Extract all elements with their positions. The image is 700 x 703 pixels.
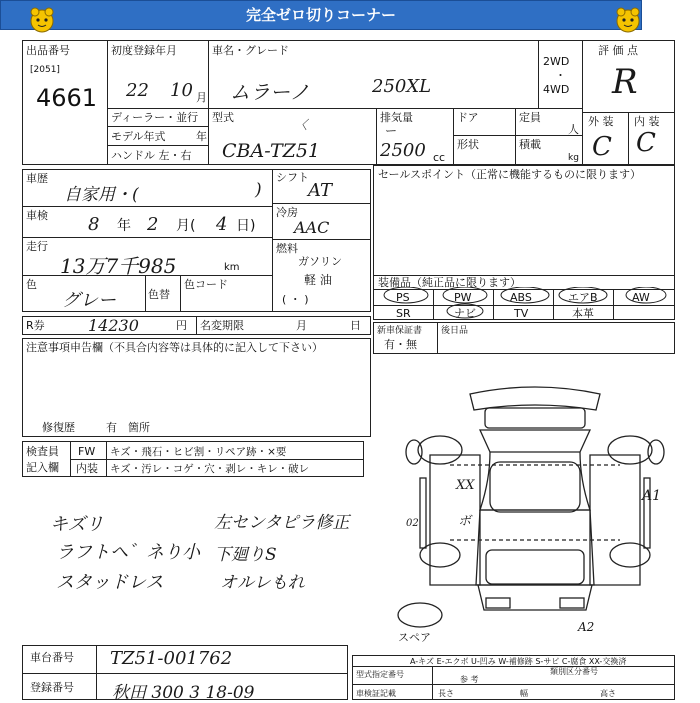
fuel-gasoline: ガソリン: [298, 255, 342, 268]
drive-2wd: 2WD: [543, 55, 570, 68]
registration-number-label: 登録番号: [30, 681, 74, 694]
registration-year: 22: [126, 80, 149, 101]
color-value: グレー: [62, 290, 116, 311]
int-grade-value: C: [636, 128, 656, 158]
drive-dot: ・: [555, 69, 566, 82]
mascot-left-icon: [28, 6, 56, 34]
registration-month: 10: [170, 80, 193, 101]
damage-mark-02: 02: [406, 518, 419, 529]
damage-mark-a1: A1: [642, 488, 662, 504]
repair-yes: 有: [106, 421, 117, 434]
vehicle-name: ムラーノ: [230, 80, 310, 104]
mileage-unit: km: [224, 262, 240, 273]
comment-right-2: 下廻りS: [214, 545, 277, 565]
mileage-value: 13万7千985: [60, 254, 177, 278]
chassis-label: 車台番号: [30, 651, 74, 664]
ext-grade-label: 外 装: [588, 115, 614, 128]
height-label: 高さ: [600, 689, 616, 698]
displacement-value: 2500: [380, 140, 426, 161]
format-ref: 参 考: [460, 675, 479, 684]
mileage-label: 走行: [26, 240, 48, 253]
registration-label: 初度登録年月: [111, 44, 177, 57]
recycle-value: 14230: [88, 316, 139, 335]
equip-pw: PW: [454, 291, 472, 304]
fw-label: FW: [78, 445, 96, 458]
name-change-day: 日: [350, 319, 361, 332]
recycle-label: R券: [26, 319, 45, 332]
equipment-label: 装備品（純正品に限ります）: [378, 276, 521, 289]
fuel-label: 燃料: [276, 242, 298, 255]
shape-label: 形状: [457, 138, 479, 151]
fw-text: キズ・飛石・ヒビ割・リペア跡・×要: [110, 446, 287, 458]
comment-left-2: ラフトヘ゛ネり小: [56, 542, 200, 563]
registration-month-unit: 月: [196, 91, 207, 104]
equip-tv: TV: [514, 307, 529, 320]
shift-value: AT: [308, 180, 333, 201]
chassis-value: TZ51-001762: [110, 648, 233, 669]
color-label: 色: [26, 278, 37, 291]
load-label: 積載: [519, 138, 541, 151]
legend-text: A-キズ E-エクボ U-凹み W-補修跡 S-サビ C-腐食 XX-交換済: [410, 657, 627, 666]
damage-mark-xx: XX: [456, 478, 475, 493]
warranty-value: 有・無: [384, 338, 417, 351]
registration-number-value: 秋田 300 3 18-09: [112, 683, 255, 703]
equip-sr: SR: [396, 307, 411, 320]
lot-number: 4661: [36, 84, 98, 112]
repair-label: 修復歴: [42, 421, 75, 434]
model-year-label: モデル年式: [111, 130, 166, 143]
vehicle-type-mark: 〈: [295, 118, 308, 132]
fuel-diesel: 軽 油: [304, 273, 332, 287]
warranty-label: 新車保証書: [377, 326, 423, 336]
drive-4wd: 4WD: [543, 83, 570, 96]
dealer-label: ディーラー・並行: [111, 111, 199, 124]
interior-label: 内装: [76, 462, 98, 475]
door-label: ドア: [457, 111, 479, 124]
inspection-year: 8: [88, 214, 100, 235]
comment-left-1: キズリ: [50, 514, 104, 535]
banner-title: 完全ゼロ切りコーナー: [0, 0, 642, 30]
lot-code: [2051]: [30, 65, 60, 75]
displacement-label: 排気量: [380, 111, 413, 124]
history-value: 自家用・(: [64, 185, 139, 205]
int-grade-label: 内 装: [634, 115, 660, 128]
load-unit: kg: [568, 153, 579, 163]
capacity-unit: 人: [568, 123, 579, 136]
inspection-day-unit: 日): [236, 218, 256, 234]
grade-label: 評 価 点: [598, 44, 638, 57]
aircon-label: 冷房: [276, 206, 298, 219]
model-year-unit: 年: [196, 130, 207, 143]
equip-abs: ABS: [510, 291, 532, 304]
comment-left-3: スタッドレス: [56, 572, 164, 593]
inspection-year-unit: 年: [117, 218, 131, 234]
vehicle-type: CBA-TZ51: [222, 140, 321, 162]
history-label: 車歴: [26, 172, 48, 185]
inspection-month-unit: 月(: [176, 218, 196, 234]
vehicle-grade: 250XL: [372, 76, 432, 97]
inspection-day: 4: [216, 214, 228, 235]
repair-place: 箇所: [128, 421, 150, 434]
color-swatch-label: 色替: [148, 288, 170, 301]
equip-ps: PS: [396, 291, 410, 304]
equip-aw: AW: [632, 291, 650, 304]
inspector-label-2: 記入欄: [26, 461, 59, 474]
inspection-month: 2: [147, 214, 159, 235]
width-label: 幅: [520, 689, 528, 698]
vehicle-name-label: 車名・グレード: [212, 44, 289, 57]
notes-label: 注意事項申告欄（不具合内容等は具体的に記入して下さい）: [26, 341, 323, 354]
spare-label: スペア: [398, 631, 431, 644]
equip-navi: ナビ: [454, 307, 476, 320]
inspector-label-1: 検査員: [26, 445, 59, 458]
car-damage-diagram: [390, 380, 680, 650]
top-block: [22, 40, 675, 165]
displacement-dash: ー: [384, 124, 397, 138]
mascot-right-icon: [614, 6, 642, 34]
length-label: 長さ: [438, 689, 454, 698]
name-change-month: 月: [296, 319, 307, 332]
equip-airbag: エアB: [568, 291, 598, 304]
damage-mark-bo: ボ: [458, 514, 472, 529]
name-change-label: 名変期限: [200, 319, 244, 332]
displacement-unit: cc: [433, 151, 446, 164]
cert-label: 車検証記載: [356, 689, 396, 698]
recycle-unit: 円: [176, 319, 187, 332]
interior-text: キズ・汚レ・コゲ・穴・剥レ・キレ・破レ: [110, 463, 310, 475]
owner-items-label: 後日品: [441, 326, 469, 336]
sales-point-label: セールスポイント（正常に機能するものに限ります）: [378, 168, 642, 181]
comment-right-3: オルレもれ: [220, 573, 305, 593]
vehicle-type-label: 型式: [212, 111, 234, 124]
class-label: 類別区分番号: [550, 667, 598, 676]
ext-grade-value: C: [592, 132, 612, 162]
equip-leather: 本革: [572, 307, 594, 320]
inspection-label: 車検: [26, 209, 48, 222]
lot-label: 出品番号: [26, 44, 70, 57]
fuel-paren: ( ・ ): [282, 293, 309, 306]
format-label: 型式指定番号: [356, 670, 404, 679]
history-close: ): [255, 180, 262, 200]
comment-right-1: 左センタピラ修正: [214, 513, 350, 533]
shift-label: シフト: [276, 171, 309, 184]
color-code-label: 色コード: [184, 278, 228, 291]
handle-label: ハンドル 左・右: [111, 149, 192, 162]
equipment-circles: [373, 287, 675, 321]
capacity-label: 定員: [519, 111, 541, 124]
damage-mark-a2: A2: [578, 620, 595, 634]
aircon-value: AAC: [294, 218, 330, 237]
grade-value: R: [612, 62, 638, 102]
